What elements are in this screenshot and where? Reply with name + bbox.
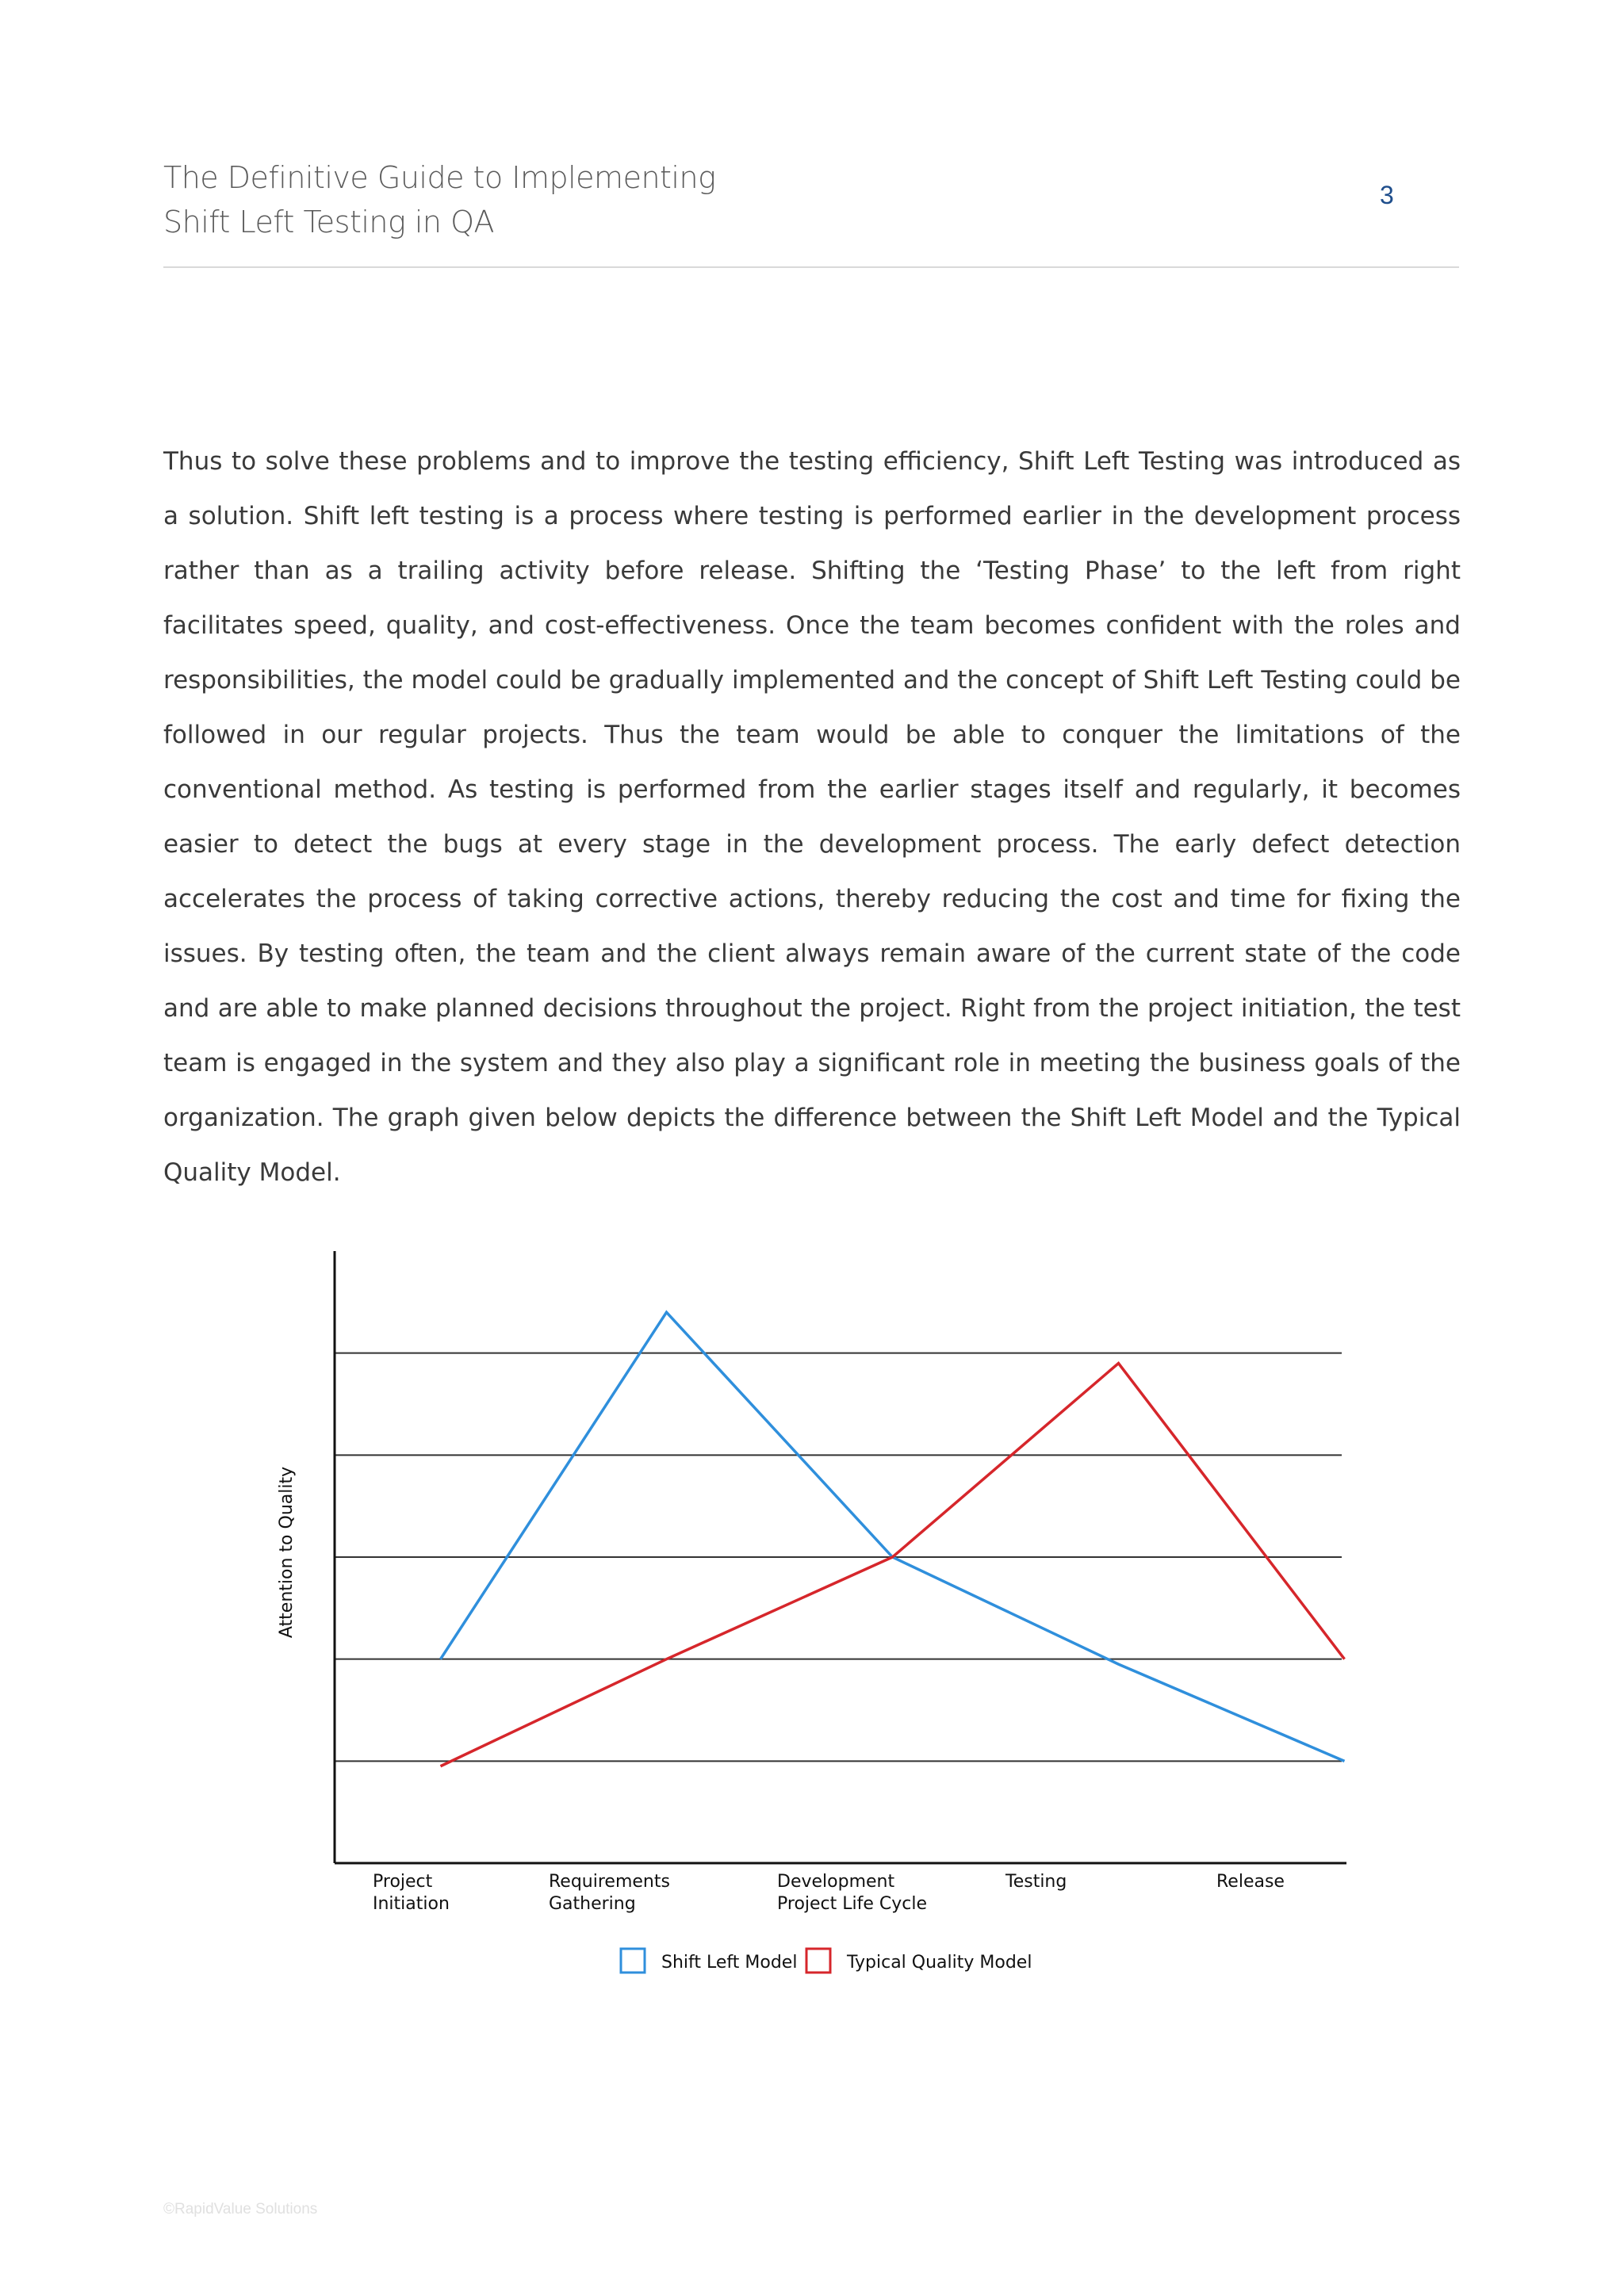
x-tick-label-4: Release — [1216, 1872, 1285, 1892]
page-number: 3 — [1380, 181, 1394, 209]
x-tick-label-1: Requirements Gathering — [549, 1872, 670, 1914]
header-divider — [163, 266, 1459, 268]
legend-swatch-typical-quality — [806, 1949, 830, 1973]
y-axis-label: Attention to Quality — [277, 1466, 297, 1639]
x-tick-label-0: Project Initiation — [373, 1872, 450, 1914]
legend-label-shift-left: Shift Left Model — [661, 1953, 798, 1973]
document-title-line-2: Shift Left Testing in QA — [163, 205, 495, 239]
x-tick-label-2: Development Project Life Cycle — [777, 1872, 928, 1914]
footer-copyright: ©RapidValue Solutions — [163, 2201, 318, 2218]
legend-swatch-shift-left — [621, 1949, 645, 1973]
series-line-shift-left — [441, 1312, 1345, 1761]
series-line-typical-quality — [441, 1364, 1345, 1766]
legend-label-typical-quality: Typical Quality Model — [847, 1953, 1032, 1973]
document-title — [163, 155, 1115, 244]
body-paragraph: Thus to solve these problems and to improve the testing efficiency, Shift Left Testing was introduced as a solution. Shift left testing is a process where testing is performed earlier in the development process rather than as a trailing activity before release. Shifting the ‘Testing Phase’ to the left from right facilitates speed, quality, and cost-effectiveness. Once the team becomes confident with the roles and responsibilities, the model could be gradually implemented and the concept of Shift Left Testing could be followed in our regular projects. Thus the team would be able to conquer the limitations of the conventional method. As testing is performed from the earlier stages itself and regularly, it becomes easier to detect the bugs at every stage in the development process. The early defect detection accelerates the process of taking corrective actions, thereby reducing the cost and time for fixing the issues. By testing often, the team and the client always remain aware of the current state of the code and are able to make planned decisions throughout the project. Right from the project initiation, the test team is engaged in the system and they also play a significant role in meeting the business goals of the organization. The graph given below depicts the difference between the Shift Left Model and the Typical Quality Model. — [163, 447, 1461, 1187]
x-tick-label-3: Testing — [1005, 1872, 1067, 1892]
document-title-line-1: The Definitive Guide to Implementing — [163, 160, 716, 195]
